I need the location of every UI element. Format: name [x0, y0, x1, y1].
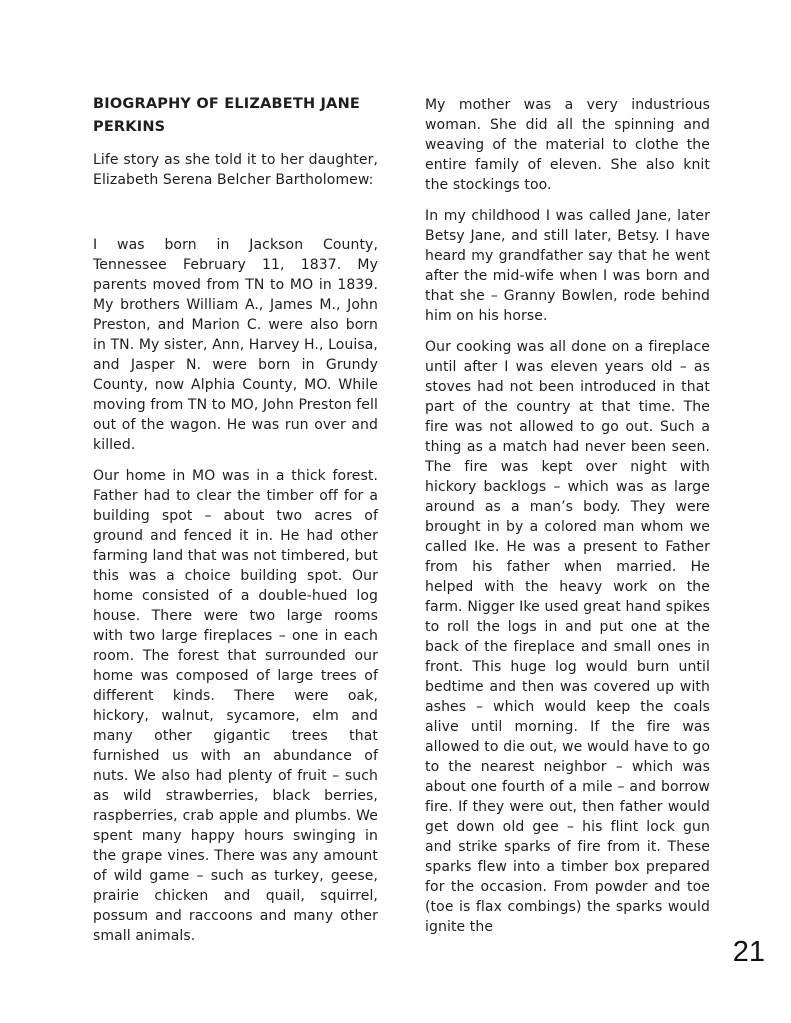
page-number: 21 [732, 936, 765, 968]
paragraph-mother: My mother was a very industrious woman. She did all the spinning and weaving of the material to clothe the entire family of eleven. She also knit the stockings too. [425, 97, 710, 193]
paragraph-fireplace-cooking: Our cooking was all done on a fireplace until after I was eleven years old – as stoves had not been introduced in that part of the country at that time. The fire was not allowed to go out. Such a thing as a match had never been seen. The fire was kept over night with hickory backlogs – which was as large around as a man’s body. They were brought in by a colored man whom we called Ike. He was a present to Father from his father when married. He helped with the heavy work on the farm. Nigger Ike used great hand spikes to roll the logs in and put one at the back of the fireplace and small ones in front. This huge log would burn until bedtime and then was covered up with ashes – which would keep the coals alive until morning. If the fire was allowed to die out, we would have to go to the nearest neighbor – which was about one fourth of a mile – and borrow fire. If they were out, then father would get down old gee – his flint lock gun and strike sparks of fire from it. These sparks flew into a timber box prepared for the occasion. From powder and toe (toe is flax combings) the sparks would ignite the [425, 339, 710, 935]
paragraph-home-forest: Our home in MO was in a thick forest. Father had to clear the timber off for a building spot – about two acres of ground and fenced it in. He had other farming land that was not timbered, but this was a choice building spot. Our home consisted of a double-hued log house. There were two large rooms with two large fireplaces – one in each room. The forest that surrounded our home was composed of large trees of different kinds. There were oak, hickory, walnut, sycamore, elm and many other gigantic trees that furnished us with an abundance of nuts. We also had plenty of fruit – such as wild strawberries, black berries, raspberries, crab apple and plumbs. We spent many happy hours swinging in the grape vines. There was any amount of wild game – such as turkey, geese, prairie chicken and quail, squirrel, possum and raccoons and many other small animals. [93, 468, 378, 944]
right-column [425, 95, 710, 937]
intro-paragraph: Life story as she told it to her daughter, Elizabeth Serena Belcher Bartholomew: [93, 152, 378, 188]
page-title: BIOGRAPHY OF ELIZABETH JANE PERKINS [93, 96, 361, 135]
paragraph-birth-family: I was born in Jackson County, Tennessee February 11, 1837. My parents moved from TN to MO in 1839. My brothers William A., James M., John Preston, and Marion C. were also born in TN. My sister, Ann, Harvey H., Louisa, and Jasper N. were born in Grundy County, now Alphia County, MO. While moving from TN to MO, John Preston fell out of the wagon. He was run over and killed. [93, 237, 378, 453]
paragraph-childhood-names: In my childhood I was called Jane, later Betsy Jane, and still later, Betsy. I have heard my grandfather say that he went after the mid-wife when I was born and that she – Granny Bowlen, rode behind him on his horse. [425, 208, 710, 324]
left-column [93, 93, 378, 946]
